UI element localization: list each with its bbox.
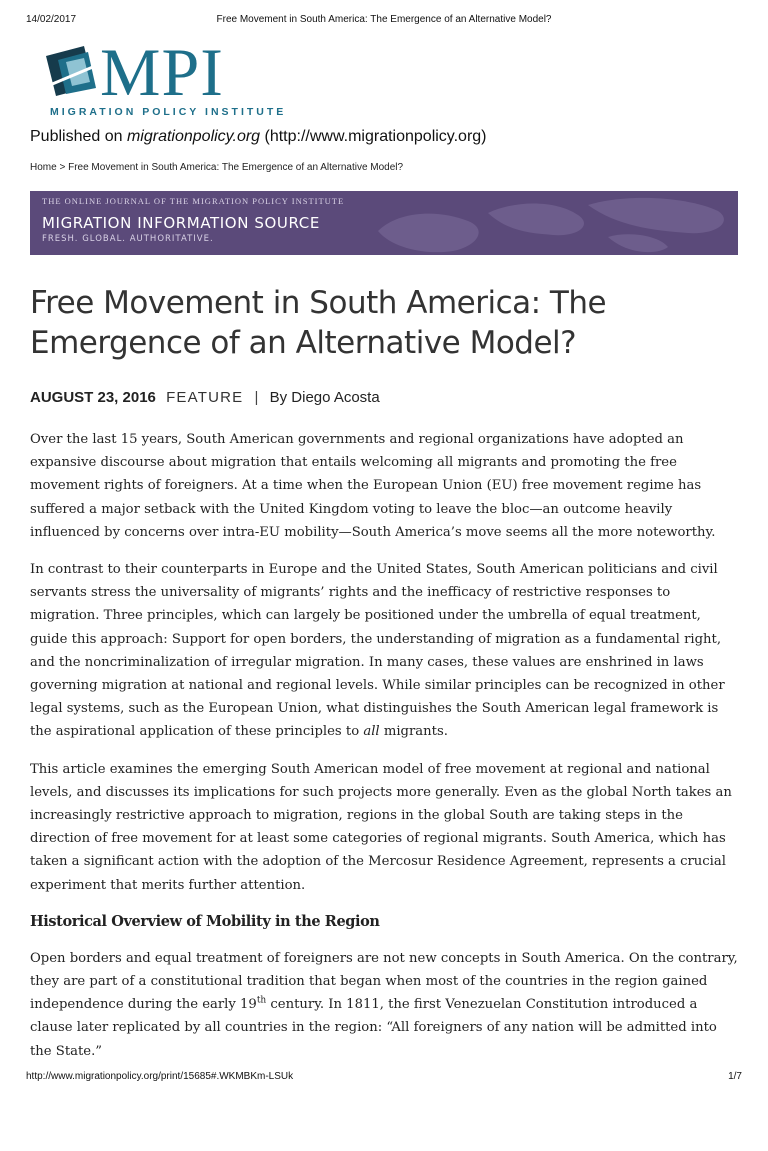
breadcrumb-home[interactable]: Home — [30, 162, 57, 173]
mpi-wordmark: MPI — [100, 34, 224, 110]
paragraph-4 — [30, 947, 742, 1063]
paragraph-2-emphasis: all — [363, 724, 380, 740]
published-on — [30, 128, 487, 146]
published-prefix: Published on — [30, 128, 127, 145]
article-type[interactable]: FEATURE — [166, 389, 244, 406]
article-date: AUGUST 23, 2016 — [30, 389, 156, 406]
breadcrumb-separator: > — [56, 162, 69, 173]
banner-journal: THE ONLINE JOURNAL OF THE MIGRATION POLICY INSTITUTE — [42, 196, 345, 206]
published-site[interactable]: migrationpolicy.org — [126, 128, 261, 145]
paragraph-2-text: In contrast to their counterparts in Europe and the United States, South American politicians and civil servants stress the universality of migrants’ rights and the inefficacy of restrictive responses to migration. Three principles, which can largely be positioned under the umbrella of equal treatment, guide this approach: Support for open borders, the understanding of migration as a fundamental right, and the noncriminalization of irregular migration. In many cases, these values are enshrined in laws governing migration at national and regional levels. While similar principles can be recognized in other legal systems, such as the European Union, what distinguishes the South American legal framework is the aspirational application of these principles to — [30, 562, 725, 740]
article-meta — [30, 389, 380, 406]
article-body — [30, 428, 742, 1077]
print-header — [26, 14, 742, 28]
banner-tagline: FRESH. GLOBAL. AUTHORITATIVE. — [42, 234, 214, 244]
article-byline[interactable]: By Diego Acosta — [269, 389, 380, 406]
paragraph-4-end: century. In 1811, the first Venezuelan Constitution introduced a clause later replicated by all countries in the region: “All foreigners of any nation will be admitted into the State.” — [30, 997, 717, 1059]
source-banner[interactable] — [30, 191, 738, 255]
paragraph-1: Over the last 15 years, South American governments and regional organizations have adopted an expansive discourse about migration that entails welcoming all migrants and promoting the free movement rights of foreigners. At a time when the European Union (EU) free movement regime has suffered a major setback with the United Kingdom voting to leave the bloc—an outcome heavily influenced by concerns over intra-EU mobility—South America’s move seems all the more noteworthy. — [30, 432, 716, 540]
section-heading: Historical Overview of Mobility in the Region — [30, 912, 380, 930]
page-number: 1/7 — [728, 1071, 742, 1082]
print-doc-title: Free Movement in South America: The Emergence of an Alternative Model? — [216, 14, 552, 25]
world-map-icon — [358, 191, 738, 255]
meta-separator: | — [254, 389, 259, 406]
paragraph-2 — [30, 558, 742, 744]
banner-source: MIGRATION INFORMATION SOURCE — [42, 214, 320, 232]
mpi-institute-name: MIGRATION POLICY INSTITUTE — [50, 106, 287, 118]
mpi-logo[interactable] — [36, 34, 287, 122]
paragraph-2-end: migrants. — [379, 724, 448, 740]
article-title: Free Movement in South America: The Emergence of an Alternative Model? — [30, 285, 607, 361]
print-footer — [26, 1071, 742, 1085]
breadcrumb — [30, 162, 403, 173]
print-date: 14/02/2017 — [26, 14, 77, 25]
paragraph-3: This article examines the emerging South American model of free movement at regional and national levels, and discusses its implications for such projects more generally. Even as the global North takes an increasingly restrictive approach to migration, regions in the global South are taking steps in the direction of free movement for at least some categories of regional migrants. South America, which has taken a significant action with the adoption of the Mercosur Residence Agreement, represents a crucial experiment that merits further attention. — [30, 761, 732, 893]
paragraph-4-superscript: th — [256, 995, 267, 1006]
print-url: http://www.migrationpolicy.org/print/15685#.WKMBKm-LSUk — [26, 1071, 294, 1082]
published-url[interactable]: (http://www.migrationpolicy.org) — [260, 128, 487, 145]
paragraph-4-text: Open borders and equal treatment of foreigners are not new concepts in South America. On the contrary, they are part of a constitutional tradition that began when most of the countries in the region gained independence during the early 19 — [30, 950, 738, 1013]
mpi-logo-mark-icon — [36, 42, 106, 106]
breadcrumb-current: Free Movement in South America: The Emergence of an Alternative Model? — [68, 162, 404, 173]
